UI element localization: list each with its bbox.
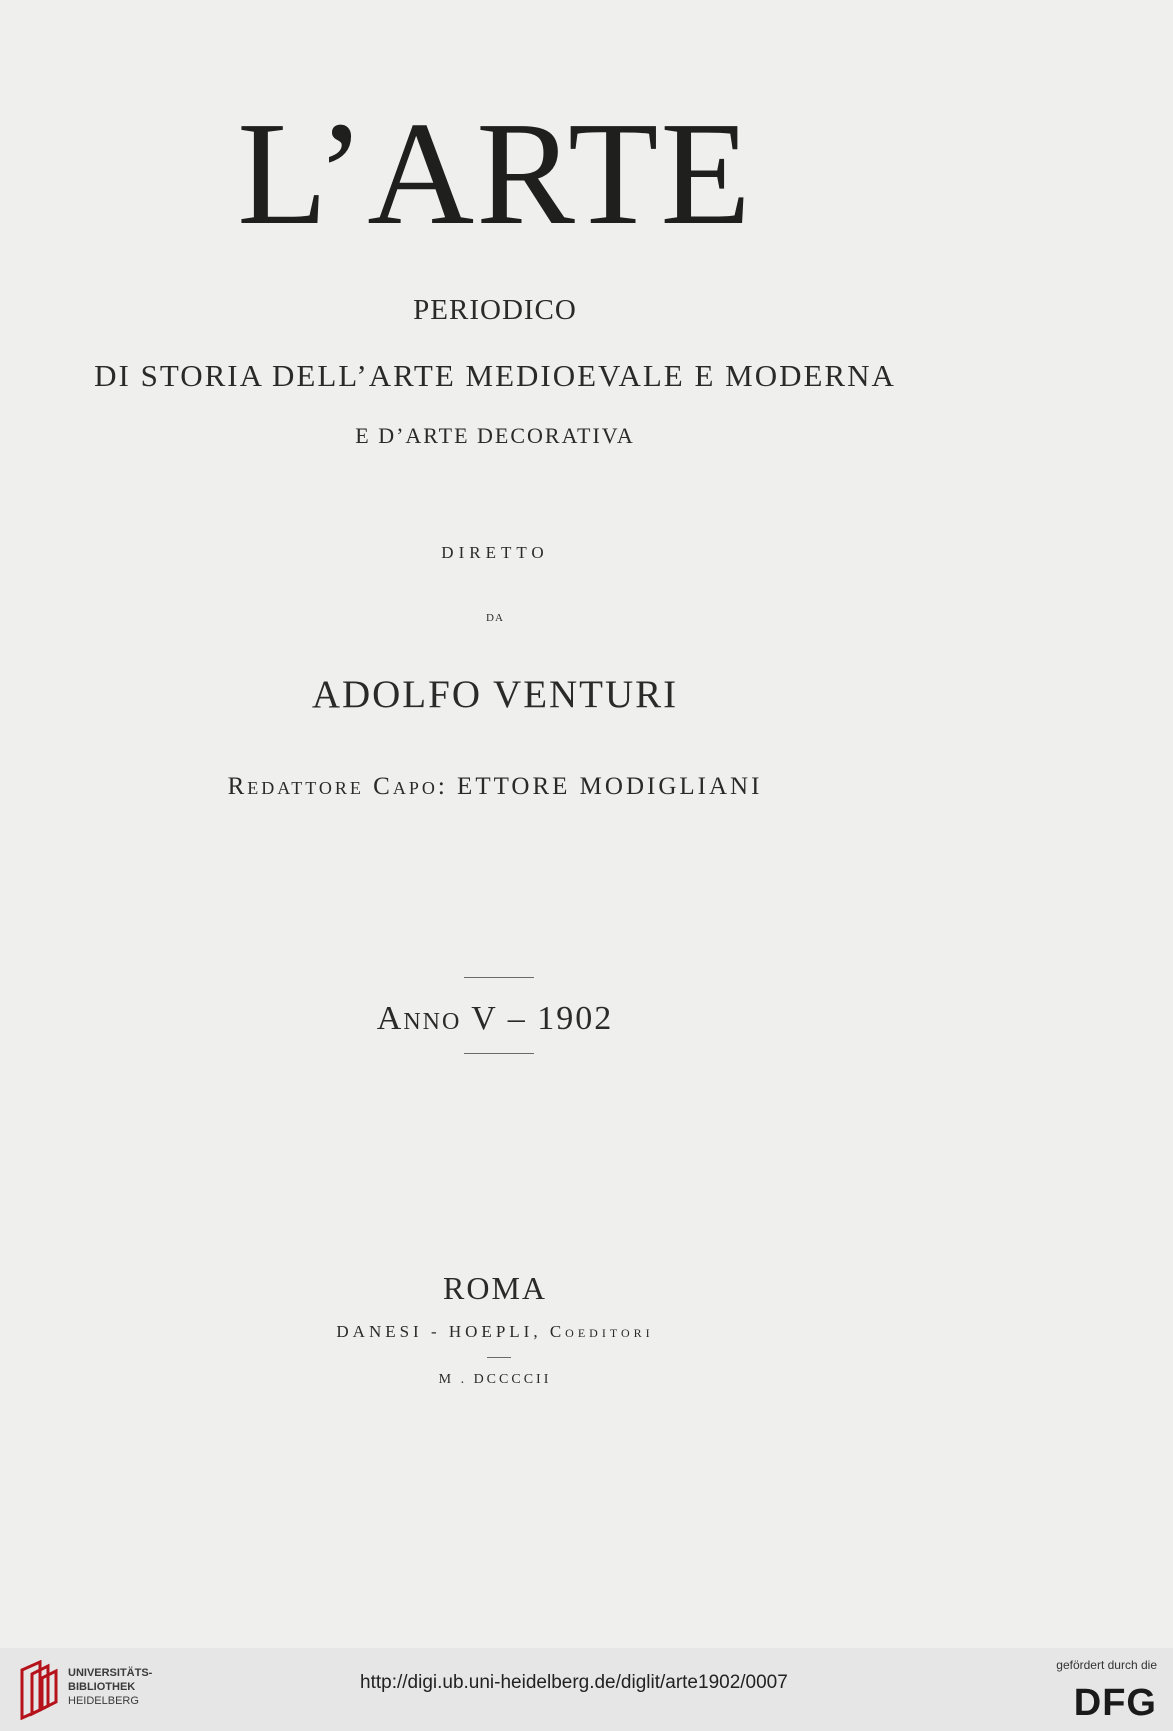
digitization-footer [0, 1648, 1173, 1731]
divider-small [487, 1357, 511, 1358]
chief-editor-line [0, 773, 990, 801]
journal-title: L’ARTE [237, 92, 753, 256]
divider-bottom [464, 1053, 534, 1054]
chief-editor-label: Redattore Capo: [227, 773, 448, 800]
anno-label: Anno [376, 1000, 462, 1037]
publication-date: M . DCCCCII [438, 1372, 552, 1387]
publisher-line [0, 1322, 990, 1342]
publisher-name: DANESI - HOEPLI, [336, 1322, 542, 1341]
da-label: DA [486, 612, 504, 624]
divider-top [464, 977, 534, 978]
funding-caption: gefördert durch die [1056, 1658, 1157, 1672]
dfg-logo-icon: DFG [1073, 1682, 1157, 1724]
publication-city: ROMA [442, 1270, 547, 1306]
library-name-line-1: UNIVERSITÄTS- [68, 1667, 153, 1679]
source-url-link[interactable]: http://digi.ub.uni-heidelberg.de/diglit/arte1902/0007 [360, 1672, 788, 1693]
journal-subtitle-2: E D’ARTE DECORATIVA [355, 423, 635, 448]
library-logo-icon [18, 1660, 58, 1720]
diretto-label: DIRETTO [441, 543, 549, 562]
editor-name: ADOLFO VENTURI [311, 673, 679, 716]
library-name [68, 1666, 152, 1708]
anno-value: V – 1902 [471, 1000, 614, 1037]
periodico-label: PERIODICO [413, 294, 577, 326]
library-name-line-2: BIBLIOTHEK [68, 1681, 136, 1693]
volume-year [0, 1000, 990, 1038]
chief-editor-name: ETTORE MODIGLIANI [457, 773, 763, 800]
publisher-role: Coeditori [549, 1322, 654, 1341]
library-name-line-3: HEIDELBERG [68, 1695, 139, 1707]
journal-subtitle: DI STORIA DELL’ARTE MEDIOEVALE E MODERNA [94, 358, 896, 393]
